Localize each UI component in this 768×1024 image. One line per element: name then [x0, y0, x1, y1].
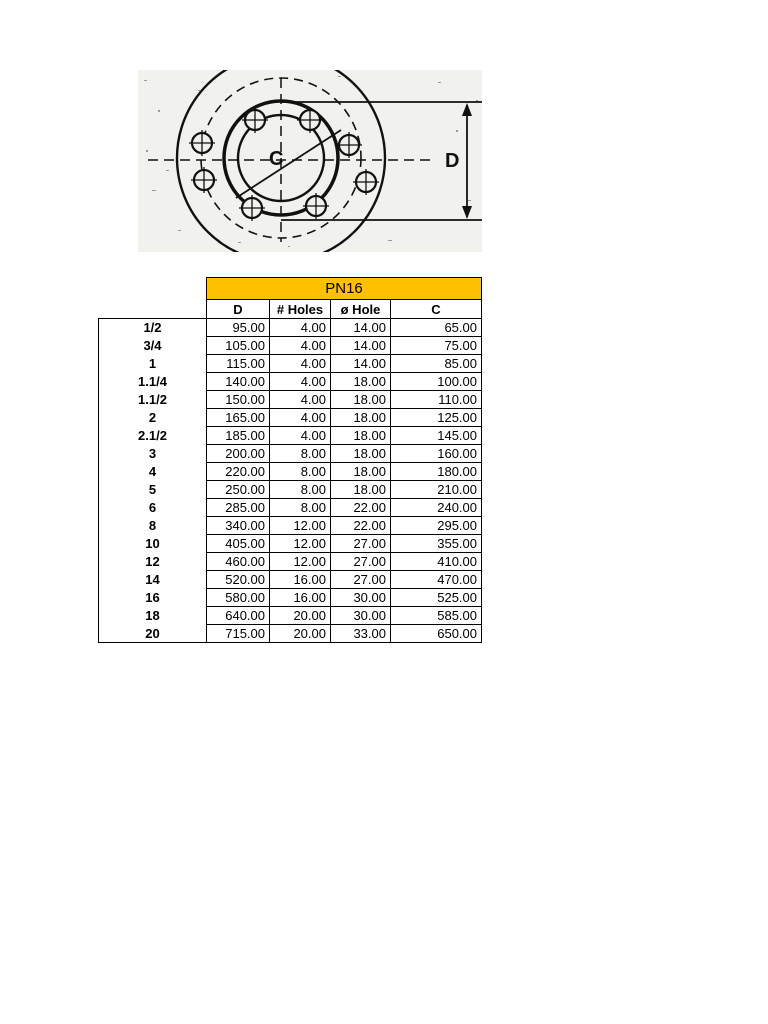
- holes-value-cell: 16.00: [270, 571, 331, 589]
- pipe-size-cell: 1.1/4: [99, 373, 207, 391]
- table-row: [99, 373, 482, 391]
- pipe-size-cell: 3/4: [99, 337, 207, 355]
- d-value-cell: 640.00: [207, 607, 270, 625]
- table-row: [99, 463, 482, 481]
- drawing-background: [138, 70, 482, 252]
- table-row: [99, 445, 482, 463]
- table-body: [99, 319, 482, 643]
- table-row: [99, 337, 482, 355]
- column-header-row: [99, 300, 482, 319]
- holes-value-cell: 4.00: [270, 373, 331, 391]
- hole-diameter-value-cell: 22.00: [331, 499, 391, 517]
- d-value-cell: 185.00: [207, 427, 270, 445]
- d-value-cell: 405.00: [207, 535, 270, 553]
- pipe-size-cell: 1: [99, 355, 207, 373]
- pipe-size-cell: 14: [99, 571, 207, 589]
- table-row: [99, 481, 482, 499]
- c-value-cell: 65.00: [391, 319, 482, 337]
- table-row: [99, 535, 482, 553]
- hole-diameter-value-cell: 14.00: [331, 319, 391, 337]
- c-value-cell: 585.00: [391, 607, 482, 625]
- holes-value-cell: 4.00: [270, 427, 331, 445]
- hole-diameter-value-cell: 30.00: [331, 589, 391, 607]
- column-header-c: C: [391, 300, 482, 319]
- holes-value-cell: 8.00: [270, 445, 331, 463]
- d-value-cell: 580.00: [207, 589, 270, 607]
- table-row: [99, 427, 482, 445]
- pipe-size-cell: 6: [99, 499, 207, 517]
- holes-value-cell: 4.00: [270, 391, 331, 409]
- hole-diameter-value-cell: 18.00: [331, 391, 391, 409]
- c-value-cell: 470.00: [391, 571, 482, 589]
- column-header-hole-diameter: ø Hole: [331, 300, 391, 319]
- holes-value-cell: 4.00: [270, 409, 331, 427]
- table-row: [99, 517, 482, 535]
- pipe-size-cell: 1/2: [99, 319, 207, 337]
- d-value-cell: 115.00: [207, 355, 270, 373]
- holes-value-cell: 16.00: [270, 589, 331, 607]
- hole-diameter-value-cell: 27.00: [331, 535, 391, 553]
- c-value-cell: 75.00: [391, 337, 482, 355]
- c-value-cell: 100.00: [391, 373, 482, 391]
- holes-value-cell: 20.00: [270, 607, 331, 625]
- holes-value-cell: 12.00: [270, 517, 331, 535]
- c-value-cell: 240.00: [391, 499, 482, 517]
- hole-diameter-value-cell: 18.00: [331, 373, 391, 391]
- d-value-cell: 105.00: [207, 337, 270, 355]
- hole-diameter-value-cell: 27.00: [331, 571, 391, 589]
- d-value-cell: 340.00: [207, 517, 270, 535]
- pipe-size-cell: 18: [99, 607, 207, 625]
- table-row: [99, 391, 482, 409]
- hole-diameter-value-cell: 18.00: [331, 445, 391, 463]
- d-value-cell: 95.00: [207, 319, 270, 337]
- pipe-size-cell: 16: [99, 589, 207, 607]
- table-row: [99, 553, 482, 571]
- d-value-cell: 250.00: [207, 481, 270, 499]
- table-row: [99, 319, 482, 337]
- corner-blank-cell: [99, 278, 207, 300]
- d-value-cell: 140.00: [207, 373, 270, 391]
- label-d: D: [445, 150, 460, 172]
- hole-diameter-value-cell: 14.00: [331, 337, 391, 355]
- table-row: [99, 355, 482, 373]
- table-row: [99, 607, 482, 625]
- hole-diameter-value-cell: 30.00: [331, 607, 391, 625]
- holes-value-cell: 4.00: [270, 337, 331, 355]
- d-value-cell: 715.00: [207, 625, 270, 643]
- c-value-cell: 180.00: [391, 463, 482, 481]
- c-value-cell: 355.00: [391, 535, 482, 553]
- pipe-size-cell: 5: [99, 481, 207, 499]
- c-value-cell: 160.00: [391, 445, 482, 463]
- d-value-cell: 150.00: [207, 391, 270, 409]
- holes-value-cell: 12.00: [270, 535, 331, 553]
- c-value-cell: 85.00: [391, 355, 482, 373]
- table-row: [99, 625, 482, 643]
- pipe-size-cell: 8: [99, 517, 207, 535]
- pn16-dimension-table: [98, 277, 482, 643]
- flange-drawing: [138, 70, 482, 252]
- table-row: [99, 571, 482, 589]
- c-value-cell: 410.00: [391, 553, 482, 571]
- c-value-cell: 125.00: [391, 409, 482, 427]
- d-value-cell: 520.00: [207, 571, 270, 589]
- pn16-header: PN16: [207, 278, 482, 300]
- c-value-cell: 650.00: [391, 625, 482, 643]
- pipe-size-cell: 12: [99, 553, 207, 571]
- group-header-row: [99, 278, 482, 300]
- c-value-cell: 110.00: [391, 391, 482, 409]
- holes-value-cell: 12.00: [270, 553, 331, 571]
- holes-value-cell: 8.00: [270, 499, 331, 517]
- holes-value-cell: 20.00: [270, 625, 331, 643]
- pipe-size-cell: 2: [99, 409, 207, 427]
- d-value-cell: 200.00: [207, 445, 270, 463]
- d-value-cell: 460.00: [207, 553, 270, 571]
- c-value-cell: 145.00: [391, 427, 482, 445]
- d-value-cell: 165.00: [207, 409, 270, 427]
- column-header-holes: # Holes: [270, 300, 331, 319]
- c-value-cell: 295.00: [391, 517, 482, 535]
- table-row: [99, 499, 482, 517]
- holes-value-cell: 8.00: [270, 481, 331, 499]
- pipe-size-cell: 2.1/2: [99, 427, 207, 445]
- pipe-size-cell: 1.1/2: [99, 391, 207, 409]
- column-header-d: D: [207, 300, 270, 319]
- d-value-cell: 220.00: [207, 463, 270, 481]
- corner-blank-cell: [99, 300, 207, 319]
- pipe-size-cell: 20: [99, 625, 207, 643]
- hole-diameter-value-cell: 27.00: [331, 553, 391, 571]
- holes-value-cell: 8.00: [270, 463, 331, 481]
- c-value-cell: 525.00: [391, 589, 482, 607]
- c-value-cell: 210.00: [391, 481, 482, 499]
- pipe-size-cell: 4: [99, 463, 207, 481]
- holes-value-cell: 4.00: [270, 355, 331, 373]
- holes-value-cell: 4.00: [270, 319, 331, 337]
- hole-diameter-value-cell: 18.00: [331, 409, 391, 427]
- d-value-cell: 285.00: [207, 499, 270, 517]
- hole-diameter-value-cell: 18.00: [331, 463, 391, 481]
- label-c: C: [269, 148, 284, 170]
- hole-diameter-value-cell: 14.00: [331, 355, 391, 373]
- table-row: [99, 409, 482, 427]
- hole-diameter-value-cell: 18.00: [331, 481, 391, 499]
- hole-diameter-value-cell: 33.00: [331, 625, 391, 643]
- hole-diameter-value-cell: 18.00: [331, 427, 391, 445]
- table-row: [99, 589, 482, 607]
- pipe-size-cell: 3: [99, 445, 207, 463]
- hole-diameter-value-cell: 22.00: [331, 517, 391, 535]
- pipe-size-cell: 10: [99, 535, 207, 553]
